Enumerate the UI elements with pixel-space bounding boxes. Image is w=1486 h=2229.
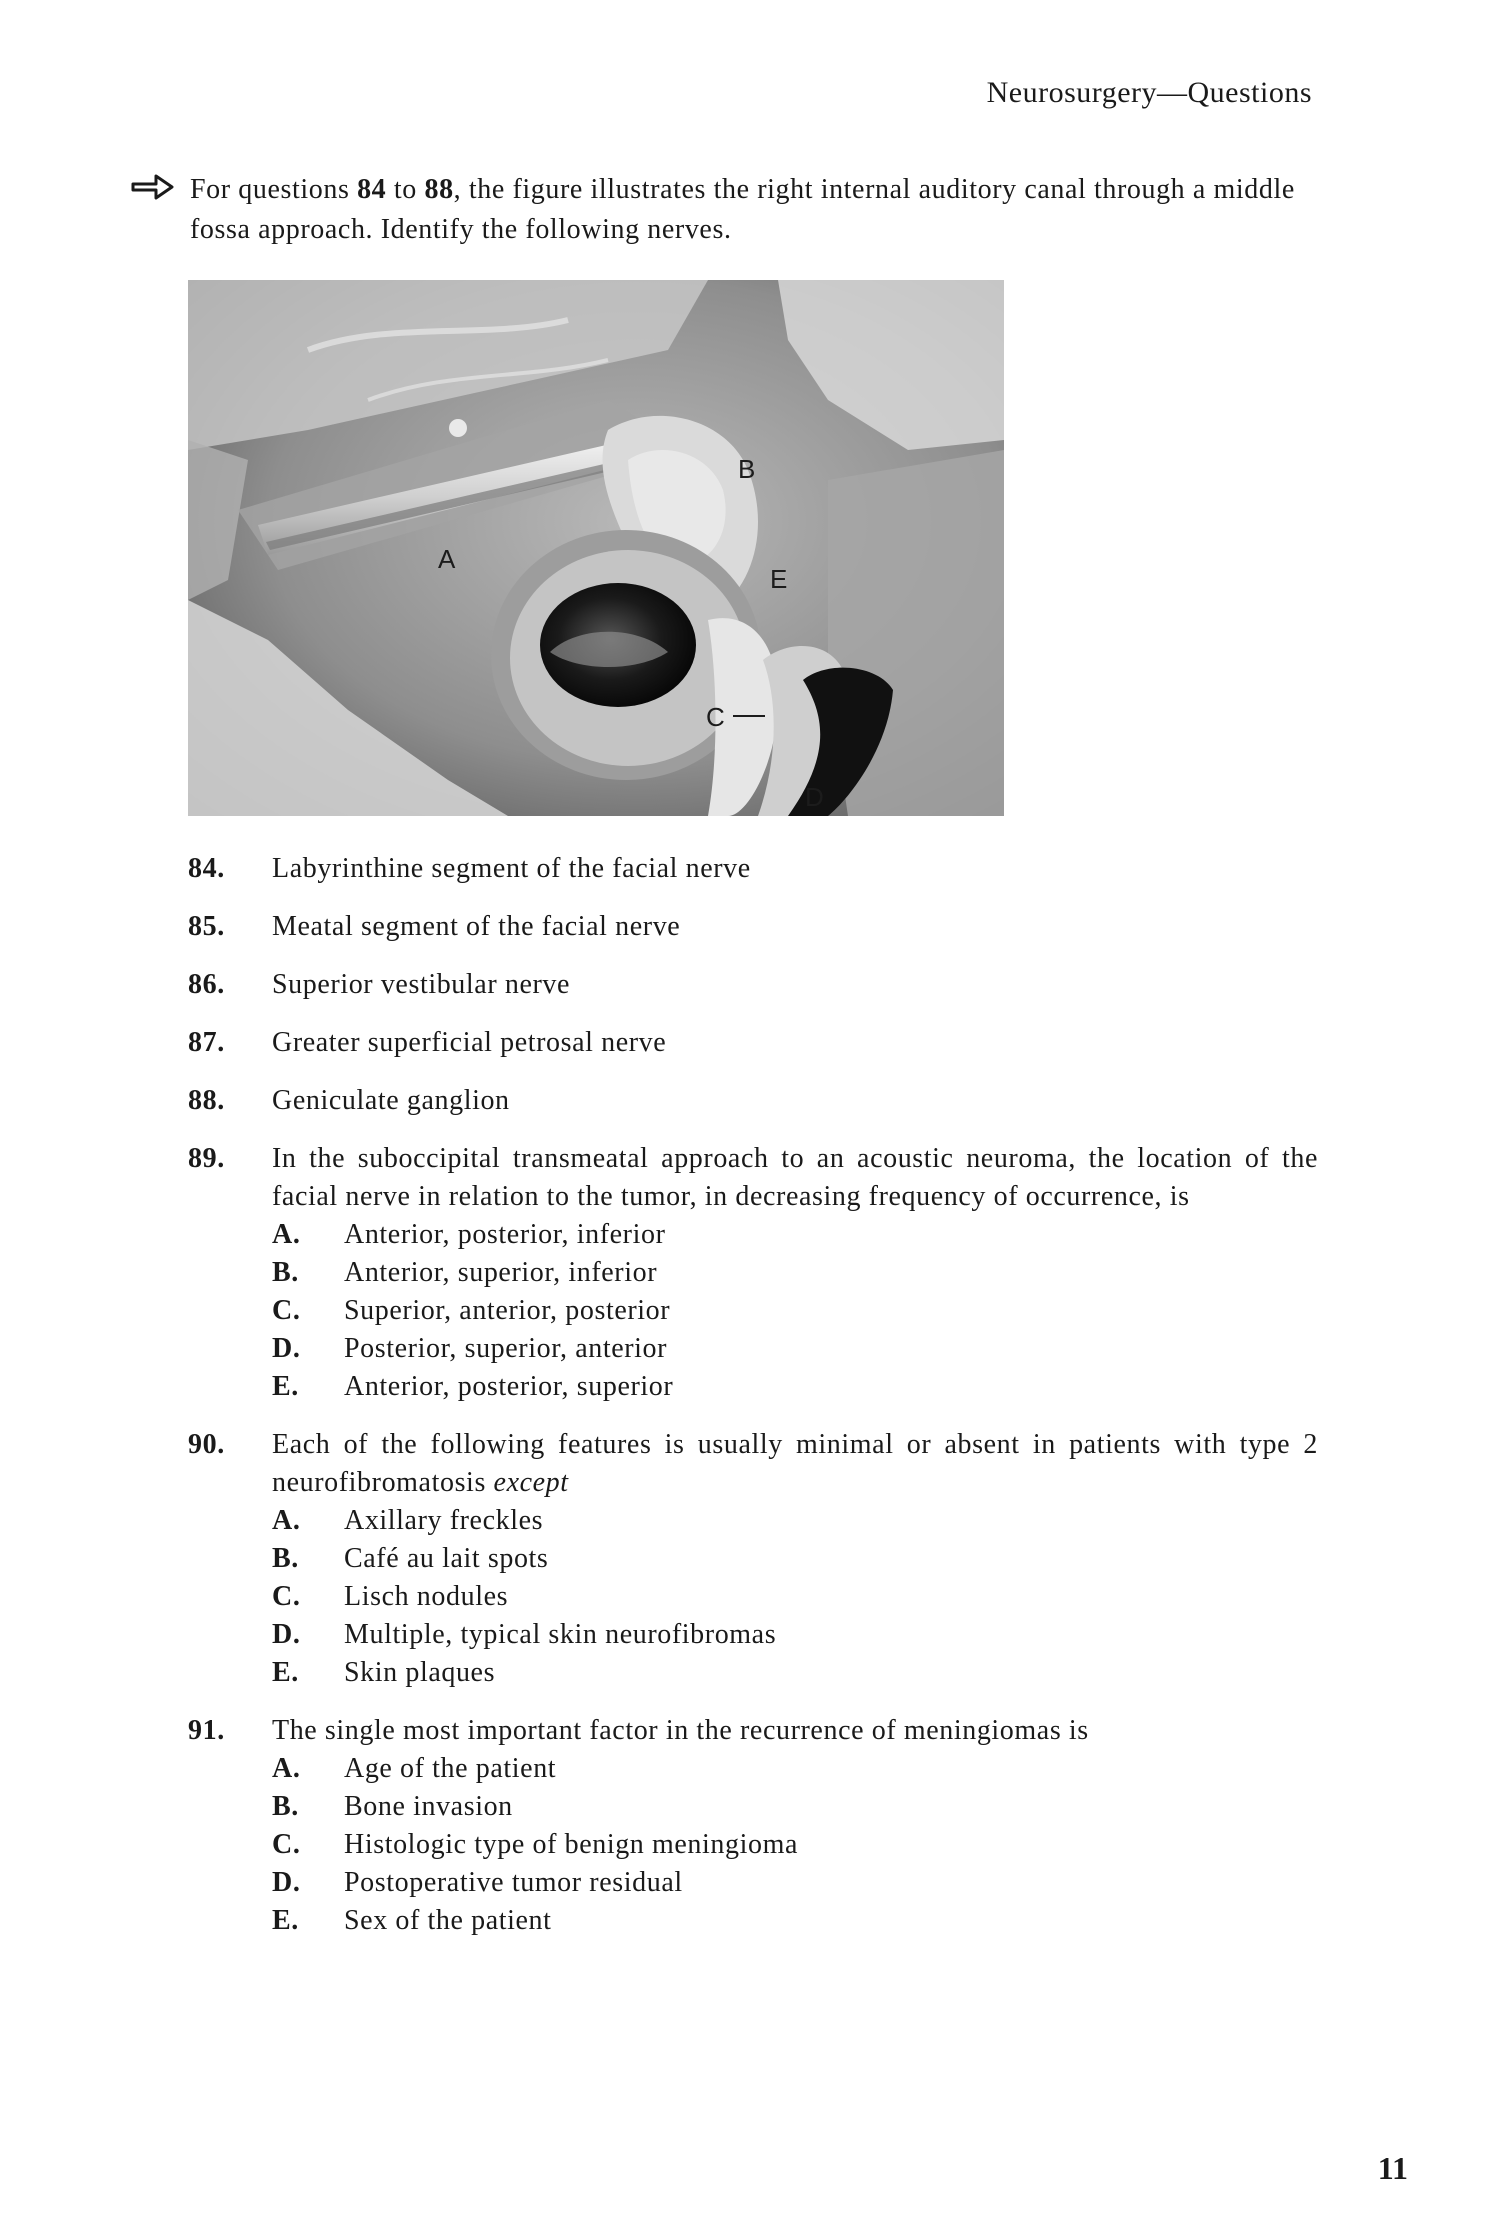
intro-mid: to: [386, 174, 425, 205]
question-stem-text: The single most important factor in the recurrence of meningiomas is: [272, 1715, 1089, 1746]
option-letter: A.: [272, 1505, 301, 1536]
question-90: [188, 1426, 1318, 1692]
option-letter: C.: [272, 1829, 301, 1860]
question-set-intro: [130, 170, 1316, 250]
question-number: 90.: [188, 1429, 225, 1460]
option-text: Age of the patient: [344, 1753, 557, 1784]
option-letter: E.: [272, 1657, 299, 1688]
intro-pre: For questions: [190, 174, 358, 205]
intro-end-number: 88: [424, 174, 454, 205]
option-letter: C.: [272, 1581, 301, 1612]
arrow-right-icon: [130, 172, 176, 202]
question-body: [272, 1140, 1318, 1406]
answer-option: [272, 1502, 1318, 1540]
matching-item: [188, 1024, 1318, 1062]
answer-option: [272, 1254, 1318, 1292]
answer-option: [272, 1540, 1318, 1578]
option-letter: E.: [272, 1905, 299, 1936]
question-89: [188, 1140, 1318, 1406]
option-text: Anterior, posterior, inferior: [344, 1219, 666, 1250]
question-stem-emphasis: except: [493, 1467, 569, 1498]
option-text: Sex of the patient: [344, 1905, 552, 1936]
intro-text: [190, 170, 1316, 250]
matching-item: [188, 908, 1318, 946]
item-number: 87.: [188, 1027, 225, 1058]
question-stem: [272, 1426, 1318, 1502]
intro-post: , the figure illustrates the right internal auditory canal through a middle fossa approach. Identify the following nerves.: [190, 174, 1295, 245]
question-stem-text: Each of the following features is usually minimal or absent in patients with type 2 neurofibromatosis: [272, 1429, 1318, 1498]
item-text: Labyrinthine segment of the facial nerve: [272, 853, 751, 884]
item-text: Meatal segment of the facial nerve: [272, 911, 681, 942]
option-text: Lisch nodules: [344, 1581, 509, 1612]
option-text: Postoperative tumor residual: [344, 1867, 683, 1898]
figure-label-b: B: [738, 454, 756, 484]
option-text: Skin plaques: [344, 1657, 496, 1688]
matching-item: [188, 1082, 1318, 1120]
answer-option: [272, 1292, 1318, 1330]
item-number: 85.: [188, 911, 225, 942]
question-stem-text: In the suboccipital transmeatal approach to an acoustic neuroma, the location of the facial nerve in relation to the tumor, in decreasing frequency of occurrence, is: [272, 1143, 1318, 1212]
matching-item: [188, 850, 1318, 888]
option-letter: A.: [272, 1753, 301, 1784]
matching-item: [188, 966, 1318, 1004]
option-letter: C.: [272, 1295, 301, 1326]
option-text: Café au lait spots: [344, 1543, 549, 1574]
answer-option: [272, 1578, 1318, 1616]
question-body: [272, 1426, 1318, 1692]
question-stem: [272, 1712, 1318, 1750]
answer-option: [272, 1616, 1318, 1654]
answer-option: [272, 1788, 1318, 1826]
option-letter: B.: [272, 1791, 299, 1822]
answer-option: [272, 1826, 1318, 1864]
option-letter: B.: [272, 1257, 299, 1288]
answer-option: [272, 1864, 1318, 1902]
option-letter: D.: [272, 1333, 301, 1364]
answer-option: [272, 1368, 1318, 1406]
option-text: Anterior, posterior, superior: [344, 1371, 674, 1402]
answer-option: [272, 1902, 1318, 1940]
option-letter: D.: [272, 1867, 301, 1898]
option-text: Axillary freckles: [344, 1505, 544, 1536]
figure-label-c: C: [706, 702, 725, 732]
question-91: [188, 1712, 1318, 1940]
answer-option: [272, 1216, 1318, 1254]
figure-label-d: D: [805, 782, 824, 812]
option-text: Histologic type of benign meningioma: [344, 1829, 798, 1860]
item-number: 86.: [188, 969, 225, 1000]
option-text: Multiple, typical skin neurofibromas: [344, 1619, 777, 1650]
item-text: Geniculate ganglion: [272, 1085, 510, 1116]
option-text: Posterior, superior, anterior: [344, 1333, 668, 1364]
question-body: [272, 1712, 1318, 1940]
question-stem: [272, 1140, 1318, 1216]
option-text: Anterior, superior, inferior: [344, 1257, 658, 1288]
answer-option: [272, 1330, 1318, 1368]
question-number: 89.: [188, 1143, 225, 1174]
question-number: 91.: [188, 1715, 225, 1746]
option-letter: E.: [272, 1371, 299, 1402]
running-head: Neurosurgery—Questions: [986, 76, 1312, 109]
option-text: Superior, anterior, posterior: [344, 1295, 671, 1326]
option-letter: D.: [272, 1619, 301, 1650]
question-list: [188, 850, 1318, 1960]
item-text: Superior vestibular nerve: [272, 969, 571, 1000]
figure-label-a: A: [438, 544, 456, 574]
page-number: 11: [1377, 2150, 1408, 2186]
option-text: Bone invasion: [344, 1791, 513, 1822]
option-letter: B.: [272, 1543, 299, 1574]
answer-option: [272, 1750, 1318, 1788]
intro-start-number: 84: [357, 174, 387, 205]
option-letter: A.: [272, 1219, 301, 1250]
answer-option: [272, 1654, 1318, 1692]
figure-label-e: E: [770, 564, 788, 594]
item-number: 84.: [188, 853, 225, 884]
item-number: 88.: [188, 1085, 225, 1116]
item-text: Greater superficial petrosal nerve: [272, 1027, 667, 1058]
anatomy-photograph: [188, 280, 1004, 816]
